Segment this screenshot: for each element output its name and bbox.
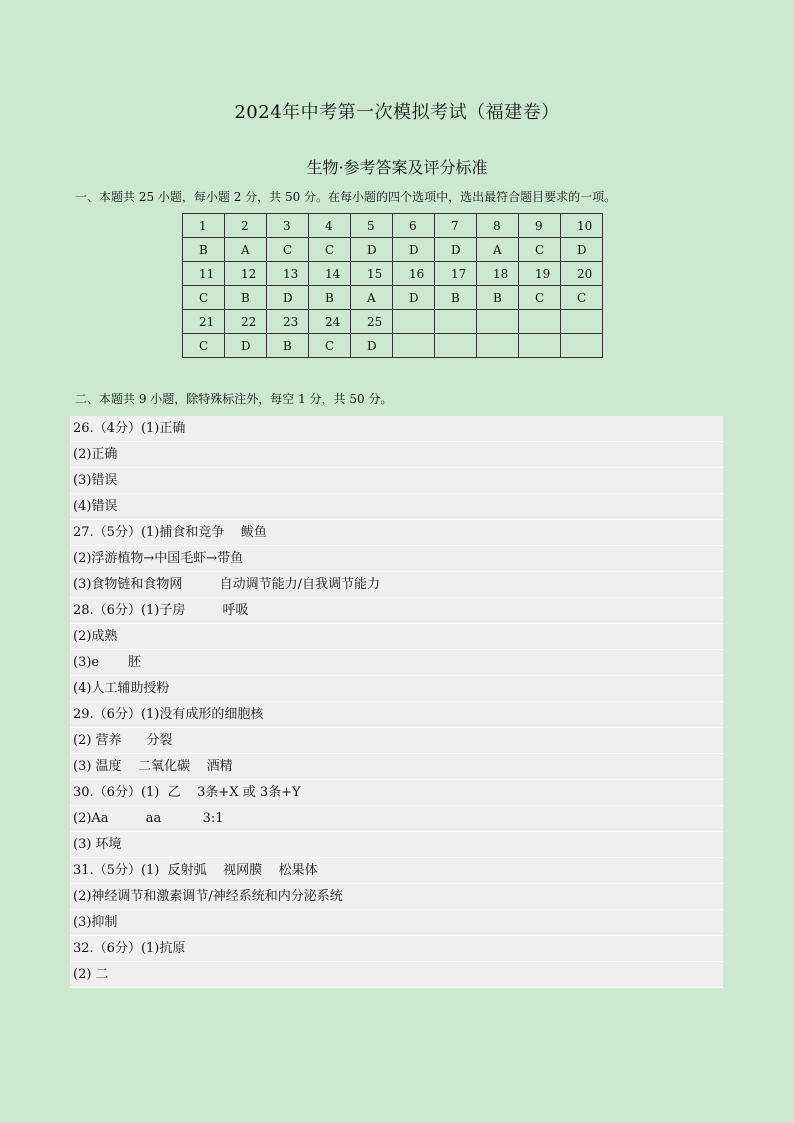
multiple-choice-answer-table bbox=[182, 213, 603, 358]
question-number-cell: 17 bbox=[435, 262, 477, 286]
question-number-cell: 18 bbox=[477, 262, 519, 286]
question-number-row bbox=[183, 214, 603, 238]
answer-line: 30.（6分）(1) 乙 3条+X 或 3条+Y bbox=[70, 780, 723, 806]
question-number-cell: 6 bbox=[393, 214, 435, 238]
question-number-row bbox=[183, 262, 603, 286]
question-number-row bbox=[183, 310, 603, 334]
answer-key-cell: D bbox=[435, 238, 477, 262]
question-number-cell: 23 bbox=[267, 310, 309, 334]
answer-key-cell: B bbox=[309, 286, 351, 310]
question-number-cell: 9 bbox=[519, 214, 561, 238]
question-number-cell: 13 bbox=[267, 262, 309, 286]
answer-line: (2)神经调节和激素调节/神经系统和内分泌系统 bbox=[70, 884, 723, 910]
answer-key-cell: D bbox=[225, 334, 267, 358]
answer-key-cell: D bbox=[393, 286, 435, 310]
answer-line: (3)e 胚 bbox=[70, 650, 723, 676]
question-number-cell: 16 bbox=[393, 262, 435, 286]
answer-key-row bbox=[183, 286, 603, 310]
question-number-cell: 11 bbox=[183, 262, 225, 286]
answer-line: (2) 二 bbox=[70, 962, 723, 988]
question-number-cell: 14 bbox=[309, 262, 351, 286]
question-number-cell: 3 bbox=[267, 214, 309, 238]
answer-key-cell bbox=[561, 334, 603, 358]
question-number-cell: 24 bbox=[309, 310, 351, 334]
answer-line: (2)Aa aa 3:1 bbox=[70, 806, 723, 832]
answer-line: (2) 营养 分裂 bbox=[70, 728, 723, 754]
question-number-cell: 8 bbox=[477, 214, 519, 238]
answer-key-cell: C bbox=[309, 238, 351, 262]
question-number-cell: 5 bbox=[351, 214, 393, 238]
question-number-cell: 19 bbox=[519, 262, 561, 286]
answer-key-cell bbox=[435, 334, 477, 358]
answer-line: 26.（4分）(1)正确 bbox=[70, 416, 723, 442]
answer-key-cell: D bbox=[561, 238, 603, 262]
answer-key-cell bbox=[393, 334, 435, 358]
question-number-cell: 15 bbox=[351, 262, 393, 286]
answer-line: (2)浮游植物→中国毛虾→带鱼 bbox=[70, 546, 723, 572]
answer-key-cell bbox=[519, 334, 561, 358]
answer-key-cell: B bbox=[225, 286, 267, 310]
answer-key-cell: C bbox=[183, 334, 225, 358]
question-number-cell bbox=[393, 310, 435, 334]
answer-line: (3) 温度 二氧化碳 酒精 bbox=[70, 754, 723, 780]
section2-heading: 二、本题共 9 小题，除特殊标注外，每空 1 分，共 50 分。 bbox=[75, 392, 393, 406]
answer-line: (4)错误 bbox=[70, 494, 723, 520]
page-subtitle: 生物·参考答案及评分标准 bbox=[306, 158, 488, 177]
answer-key-cell: B bbox=[435, 286, 477, 310]
answer-key-cell: A bbox=[477, 238, 519, 262]
question-number-cell: 2 bbox=[225, 214, 267, 238]
question-number-cell: 20 bbox=[561, 262, 603, 286]
answer-key-cell bbox=[477, 334, 519, 358]
answer-list bbox=[70, 416, 723, 988]
answer-key-cell: B bbox=[183, 238, 225, 262]
question-number-cell bbox=[435, 310, 477, 334]
answer-key-cell: C bbox=[183, 286, 225, 310]
answer-line: (3)错误 bbox=[70, 468, 723, 494]
question-number-cell: 22 bbox=[225, 310, 267, 334]
answer-key-row bbox=[183, 238, 603, 262]
answer-key-cell: A bbox=[225, 238, 267, 262]
question-number-cell: 25 bbox=[351, 310, 393, 334]
answer-line: 28.（6分）(1)子房 呼吸 bbox=[70, 598, 723, 624]
answer-key-cell: B bbox=[267, 334, 309, 358]
page-title: 2024年中考第一次模拟考试（福建卷） bbox=[234, 102, 560, 123]
question-number-cell bbox=[519, 310, 561, 334]
question-number-cell: 12 bbox=[225, 262, 267, 286]
answer-line: 27.（5分）(1)捕食和竞争 鲅鱼 bbox=[70, 520, 723, 546]
answer-key-cell: D bbox=[351, 238, 393, 262]
answer-line: (3)抑制 bbox=[70, 910, 723, 936]
answer-line: (2)正确 bbox=[70, 442, 723, 468]
answer-line: 29.（6分）(1)没有成形的细胞核 bbox=[70, 702, 723, 728]
question-number-cell: 1 bbox=[183, 214, 225, 238]
answer-key-cell: C bbox=[519, 238, 561, 262]
question-number-cell: 7 bbox=[435, 214, 477, 238]
answer-line: (4)人工辅助授粉 bbox=[70, 676, 723, 702]
answer-key-cell: A bbox=[351, 286, 393, 310]
answer-line: (3)食物链和食物网 自动调节能力/自我调节能力 bbox=[70, 572, 723, 598]
answer-line: 32.（6分）(1)抗原 bbox=[70, 936, 723, 962]
question-number-cell bbox=[561, 310, 603, 334]
answer-key-cell: C bbox=[267, 238, 309, 262]
answer-line: (3) 环境 bbox=[70, 832, 723, 858]
question-number-cell: 21 bbox=[183, 310, 225, 334]
answer-key-row bbox=[183, 334, 603, 358]
answer-key-cell: C bbox=[519, 286, 561, 310]
answer-key-cell: D bbox=[351, 334, 393, 358]
answer-line: (2)成熟 bbox=[70, 624, 723, 650]
answer-line: 31.（5分）(1) 反射弧 视网膜 松果体 bbox=[70, 858, 723, 884]
question-number-cell: 10 bbox=[561, 214, 603, 238]
answer-key-cell: B bbox=[477, 286, 519, 310]
answer-key-cell: D bbox=[393, 238, 435, 262]
answer-key-cell: D bbox=[267, 286, 309, 310]
answer-key-cell: C bbox=[309, 334, 351, 358]
section1-heading: 一、本题共 25 小题，每小题 2 分，共 50 分。在每小题的四个选项中，选出最符合题目要求的一项。 bbox=[75, 190, 617, 204]
question-number-cell bbox=[477, 310, 519, 334]
answer-key-cell: C bbox=[561, 286, 603, 310]
question-number-cell: 4 bbox=[309, 214, 351, 238]
